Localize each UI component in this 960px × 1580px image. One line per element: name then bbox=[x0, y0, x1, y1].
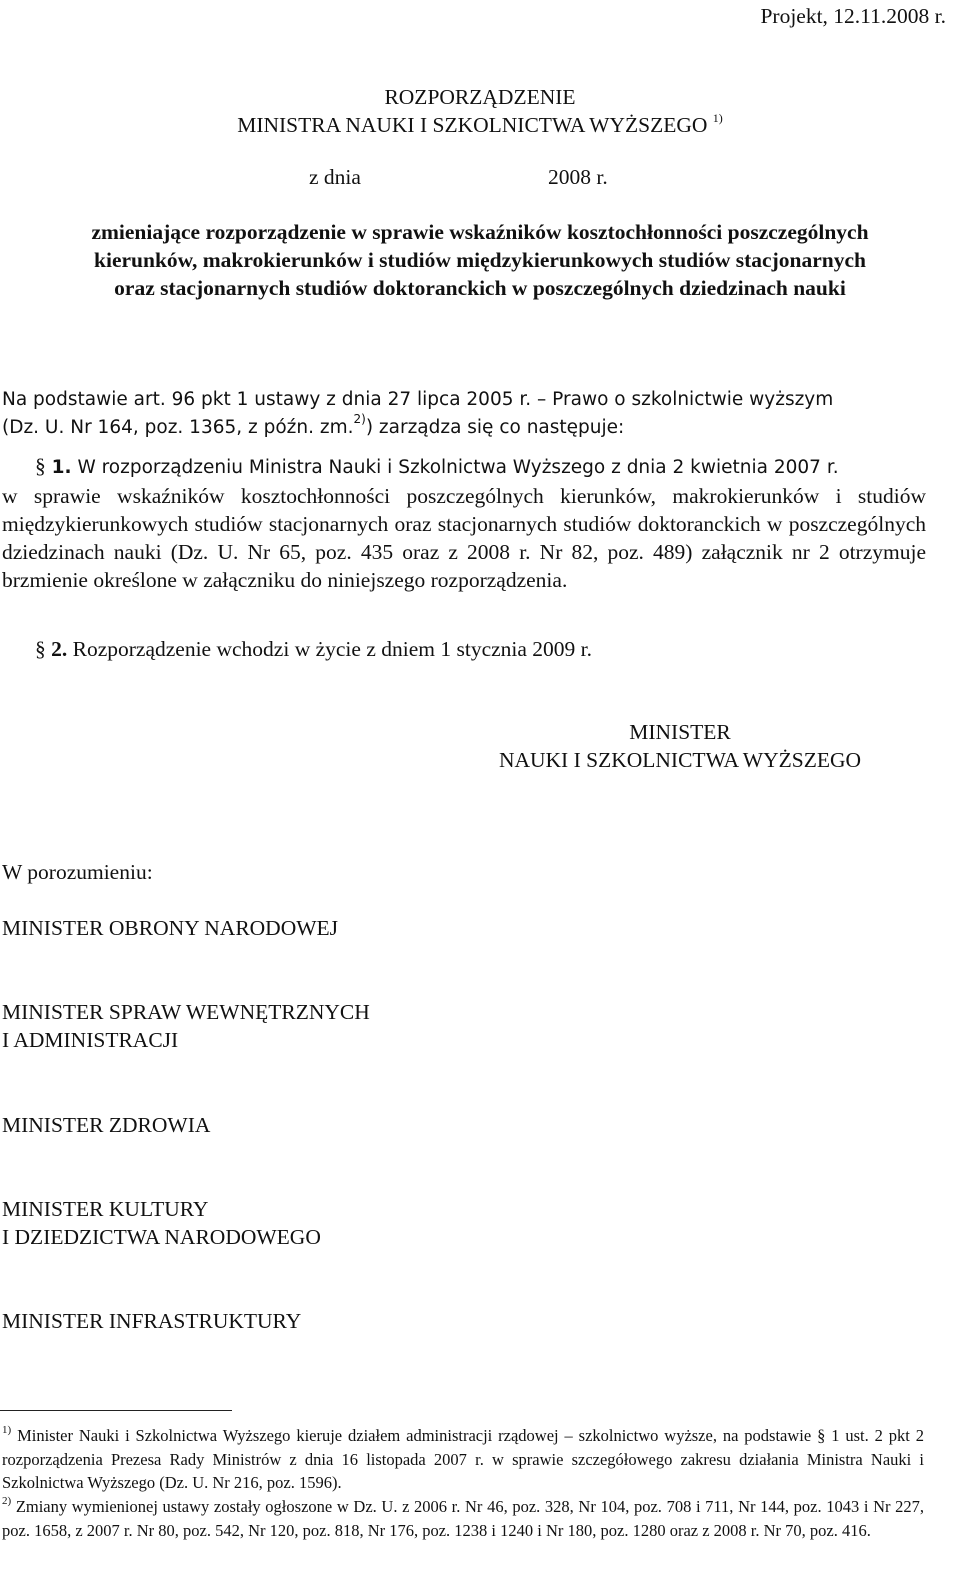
minister-interior-line-1: MINISTER SPRAW WEWNĘTRZNYCH bbox=[2, 1000, 370, 1024]
preamble-line-1: Na podstawie art. 96 pkt 1 ustawy z dnia 27 lipca 2005 r. – Prawo o szkolnictwie wyższym bbox=[2, 389, 834, 410]
minister-interior-line-2: I ADMINISTRACJI bbox=[2, 1028, 179, 1052]
footnote-1-ref: 1) bbox=[2, 1424, 12, 1436]
section-1 bbox=[2, 452, 926, 594]
issuing-authority-text: MINISTRA NAUKI I SZKOLNICTWA WYŻSZEGO bbox=[237, 113, 708, 137]
section-number: 2. bbox=[51, 637, 68, 661]
section-mark: § bbox=[35, 454, 46, 478]
signature-line-1: MINISTER bbox=[629, 720, 731, 744]
section-1-first-line bbox=[2, 452, 926, 482]
draft-date: Projekt, 12.11.2008 r. bbox=[760, 4, 946, 28]
footnote-ref-1: 1) bbox=[712, 111, 723, 125]
signature-line-2: NAUKI I SZKOLNICTWA WYŻSZEGO bbox=[498, 748, 862, 772]
date-year: 2008 r. bbox=[548, 165, 608, 189]
signature-block bbox=[470, 718, 890, 774]
document-type: ROZPORZĄDZENIE bbox=[384, 85, 576, 109]
minister-culture-line-1: MINISTER KULTURY bbox=[2, 1197, 209, 1221]
minister-culture-line-2: I DZIEDZICTWA NARODOWEGO bbox=[2, 1225, 321, 1249]
section-1-lead: W rozporządzeniu Ministra Nauki i Szkolnictwa Wyższego z dnia 2 kwietnia 2007 r. bbox=[77, 457, 839, 478]
preamble bbox=[2, 386, 932, 442]
preamble-enactment: ) zarządza się co następuje: bbox=[365, 417, 625, 438]
minister-health: MINISTER ZDROWIA bbox=[2, 1113, 211, 1137]
minister-infrastructure: MINISTER INFRASTRUKTURY bbox=[2, 1309, 302, 1333]
agreement-label: W porozumieniu: bbox=[2, 860, 153, 884]
section-2 bbox=[35, 635, 592, 663]
section-mark: § bbox=[35, 637, 46, 661]
section-number: 1. bbox=[51, 457, 72, 478]
preamble-line-2 bbox=[2, 414, 932, 442]
preamble-citation: (Dz. U. Nr 164, poz. 1365, z późn. zm. bbox=[2, 417, 354, 438]
footnote-1-text: Minister Nauki i Szkolnictwa Wyższego kieruje działem administracji rządowej – szkolnictwo wyższe, na podstawie § 1 ust. 2 pkt 2 rozporządzenia Prezesa Rady Ministrów z dnia 16 listopada 2007 r. w sprawie szczegółowego zakresu działania Ministra Nauki i Szkolnictwa Wyższego (Dz. U. Nr 216, poz. 1596). bbox=[2, 1426, 925, 1492]
subject-line-3: oraz stacjonarnych studiów doktoranckich w poszczególnych dziedzinach nauki bbox=[114, 276, 846, 300]
footnote-separator bbox=[0, 1410, 232, 1411]
footnote-2 bbox=[2, 1495, 924, 1542]
subject-line-2: kierunków, makrokierunków i studiów międzykierunkowych studiów stacjonarnych bbox=[94, 248, 866, 272]
footnote-2-text: Zmiany wymienionej ustawy zostały ogłoszone w Dz. U. z 2006 r. Nr 46, poz. 328, Nr 104, poz. 708 i 711, Nr 144, poz. 1043 i Nr 227, poz. 1658, z 2007 r. Nr 80, poz. 542, Nr 120, poz. 818, Nr 176, poz. 1238 i 1240 i Nr 180, poz. 1280 oraz z 2008 r. Nr 70, poz. 416. bbox=[2, 1497, 924, 1540]
subject-line-1: zmieniające rozporządzenie w sprawie wskaźników kosztochłonności poszczególnych bbox=[91, 220, 869, 244]
section-2-text: Rozporządzenie wchodzi w życie z dniem 1 stycznia 2009 r. bbox=[72, 637, 593, 661]
minister-defence: MINISTER OBRONY NARODOWEJ bbox=[2, 916, 339, 940]
minister-interior bbox=[2, 998, 370, 1054]
footnote-1 bbox=[2, 1424, 924, 1495]
footnote-2-ref: 2) bbox=[2, 1495, 12, 1507]
minister-culture bbox=[2, 1195, 321, 1251]
footnote-ref-2: 2) bbox=[353, 412, 366, 426]
date-label: z dnia bbox=[309, 165, 361, 189]
issuing-authority bbox=[0, 111, 960, 139]
section-1-body: w sprawie wskaźników kosztochłonności poszczególnych kierunków, makrokierunków i studiów międzykierunkowych studiów stacjonarnych oraz stacjonarnych studiów doktoranckich w poszczególnych dziedzinach nauki (Dz. U. Nr 65, poz. 435 oraz z 2008 r. Nr 82, poz. 489) załącznik nr 2 otrzymuje brzmienie określone w załączniku do niniejszego rozporządzenia. bbox=[2, 484, 926, 592]
